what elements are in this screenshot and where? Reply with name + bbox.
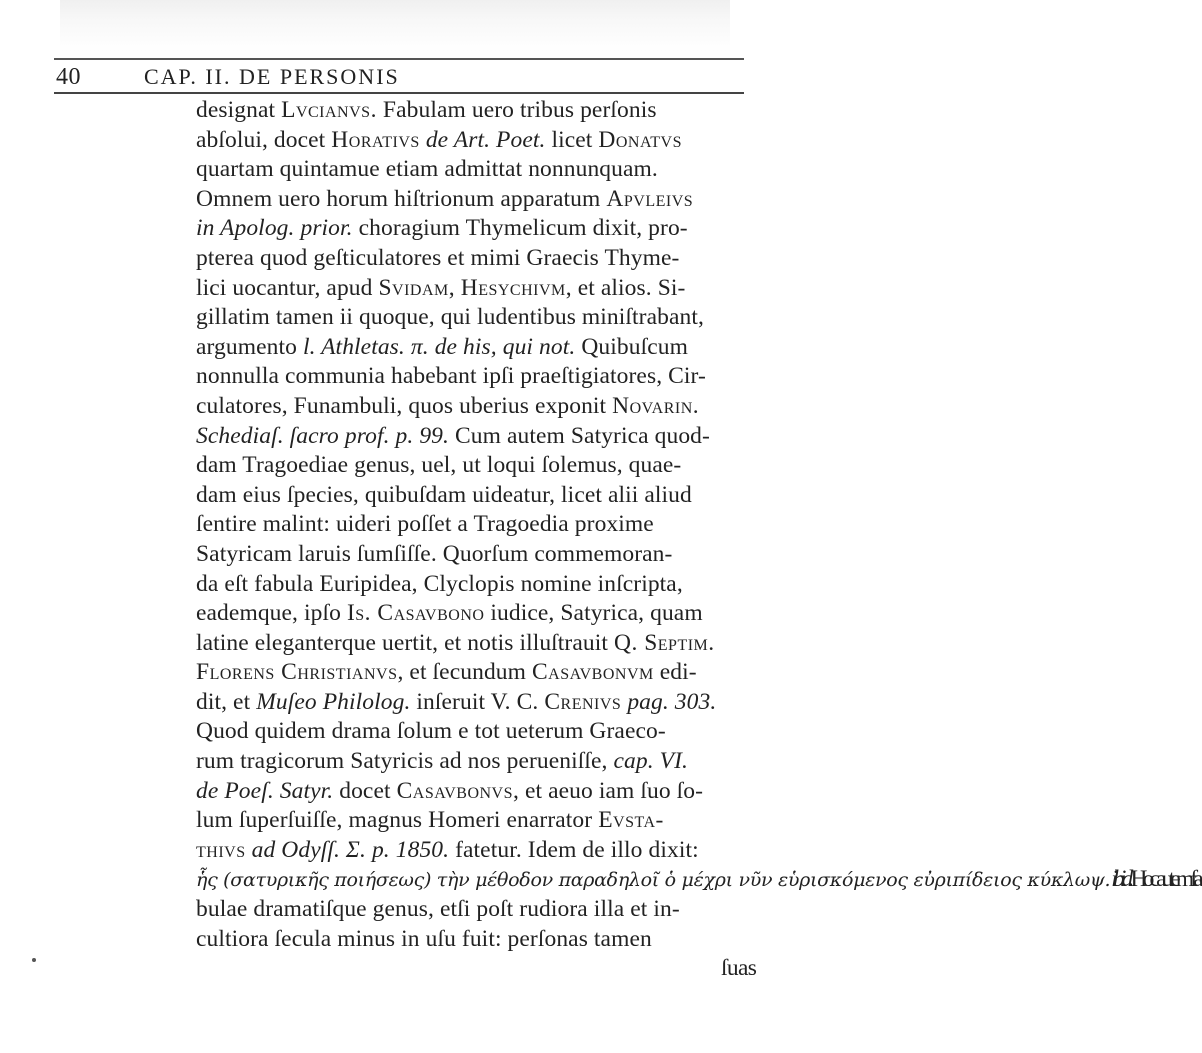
text-line <box>196 481 756 511</box>
author-name: Lvcianvs. <box>281 97 377 123</box>
text-segment: inſeruit V. C. <box>410 688 545 715</box>
text-line <box>196 303 756 333</box>
text-line <box>196 836 756 866</box>
text-segment: dit, et <box>196 688 257 715</box>
author-name: Casavbonvm <box>532 659 654 686</box>
citation: Schediaſ. ſacro prof. p. 99. <box>196 422 450 449</box>
author-name: Evsta- <box>598 807 664 834</box>
text-line <box>196 126 756 156</box>
text-segment: rum tragicorum Satyricis ad nos perueniſſe, <box>196 748 614 775</box>
text-line <box>196 510 756 540</box>
text-segment: lici uocantur, apud <box>196 274 379 301</box>
author-name: Casavbonvs <box>396 777 514 804</box>
text-line <box>196 274 756 304</box>
text-line <box>196 540 756 570</box>
text-segment: culatores, Funambuli, quos uberius exponit <box>196 392 613 419</box>
text-segment: licet <box>545 126 599 153</box>
text-segment: Hoc autem fa- <box>1129 866 1202 893</box>
text-segment: edi- <box>653 659 697 686</box>
text-line <box>196 185 756 215</box>
text-segment: iudice, Satyrica, quam <box>484 600 703 627</box>
text-line <box>196 688 756 718</box>
body-text <box>196 96 1202 984</box>
text-line <box>196 954 756 984</box>
text-segment: , <box>448 274 461 301</box>
greek-quotation: ἧς (σατυρικῆς ποιήσεως) τὴν μέθοδον παραδηλοῖ ὁ μέχρι νῦν εὑρισκόμενος εὐριπίδειος κύκλωψ. <box>196 869 1111 892</box>
citation: ibid. <box>1111 866 1130 893</box>
author-name: Crenivs <box>544 688 622 715</box>
text-line <box>196 333 756 363</box>
author-name: Apvleivs <box>606 185 694 212</box>
author-name: Novarin. <box>612 392 700 419</box>
author-name: Svidam <box>378 274 449 301</box>
citation: in Apolog. prior. <box>196 215 353 242</box>
text-line <box>196 362 756 392</box>
header-rule <box>54 92 744 94</box>
text-segment: ſuas <box>721 955 757 982</box>
text-line <box>196 658 756 688</box>
author-name: Hesychivm <box>460 274 566 301</box>
text-segment: designat <box>196 97 282 123</box>
text-line <box>196 244 756 274</box>
text-line <box>196 747 756 777</box>
text-line <box>196 392 756 422</box>
citation: l. Athletas. π. de his, qui not. <box>302 333 576 360</box>
text-segment: Omnem uero horum hiſtrionum apparatum <box>196 185 607 212</box>
text-segment: Quibuſcum <box>575 333 688 360</box>
text-segment: pterea quod geſticulatores et mimi Graecis Thyme- <box>196 244 680 271</box>
ink-speck <box>32 958 36 962</box>
text-line <box>196 422 756 452</box>
text-segment: dam Tragoediae genus, uel, ut loqui ſolemus, quae- <box>196 452 682 479</box>
text-segment: ſentire malint: uideri poſſet a Tragoedia proxime <box>196 511 654 538</box>
author-name: Donatvs <box>598 126 682 153</box>
top-rule <box>54 58 744 60</box>
text-line <box>196 214 756 244</box>
text-line <box>196 570 756 600</box>
citation: de Art. Poet. <box>425 126 546 153</box>
author-name: Is. Casavbono <box>346 600 485 627</box>
text-line <box>196 451 756 481</box>
text-line <box>196 599 756 629</box>
text-segment: docet <box>333 777 397 804</box>
citation: ad Odyſſ. Σ. p. 1850. <box>251 836 450 863</box>
text-line <box>196 925 756 955</box>
citation: pag. 303. <box>627 688 717 715</box>
running-head: CAP. II. DE PERSONIS <box>144 64 400 89</box>
text-segment: da eſt fabula Euripidea, Clyclopis nomine inſcripta, <box>196 570 683 597</box>
citation: Muſeo Philolog. <box>256 688 411 715</box>
text-segment: fatetur. Idem de illo dixit: <box>449 836 699 863</box>
text-segment: argumento <box>196 333 303 360</box>
author-name: Florens Christianvs <box>196 659 398 686</box>
text-line <box>196 777 756 807</box>
text-segment: quartam quintamue etiam admittat nonnunquam. <box>196 156 658 183</box>
text-line <box>196 806 756 836</box>
text-segment: Cum autem Satyrica quod- <box>449 422 710 449</box>
text-segment: choragium Thymelicum dixit, pro- <box>352 215 688 242</box>
citation: cap. VI. <box>613 748 689 775</box>
text-segment: Satyricam laruis ſumſiſſe. Quorſum commemoran- <box>196 540 673 567</box>
page-number: 40 <box>56 64 81 90</box>
previous-page-bleed <box>60 0 730 52</box>
text-segment: latine eleganterque uertit, et notis illuſtrauit <box>196 629 614 656</box>
text-segment: abſolui, docet <box>196 126 332 153</box>
text-line <box>196 629 756 659</box>
text-segment: gillatim tamen ii quoque, qui ludentibus miniſtrabant, <box>196 304 704 331</box>
author-name: Horativs <box>331 126 420 153</box>
text-segment: nonnulla communia habebant ipſi praeſtigiatores, Cir- <box>196 363 706 390</box>
text-line <box>196 155 756 185</box>
author-name: Q. Septim. <box>613 629 715 656</box>
text-segment: Fabulam uero tribus perſonis <box>376 97 657 123</box>
text-line <box>196 865 1202 895</box>
page-header <box>54 62 744 92</box>
author-name: thivs <box>196 836 246 863</box>
citation: de Poeſ. Satyr. <box>196 777 334 804</box>
text-segment: , et aeuo iam ſuo ſo- <box>513 777 704 804</box>
text-segment: , et ſecundum <box>397 659 532 686</box>
text-segment: eademque, ipſo <box>196 600 347 627</box>
text-segment: Quod quidem drama ſolum e tot ueterum Graeco- <box>196 718 666 745</box>
text-segment: cultiora ſecula minus in uſu fuit: perſonas tamen <box>196 925 652 952</box>
text-segment: lum ſuperſuiſſe, magnus Homeri enarrator <box>196 807 599 834</box>
text-line <box>196 717 756 747</box>
text-line <box>196 96 756 126</box>
text-segment: bulae dramatiſque genus, etſi poſt rudiora illa et in- <box>196 896 680 923</box>
text-segment: dam eius ſpecies, quibuſdam uideatur, licet alii aliud <box>196 481 692 508</box>
text-line <box>196 895 756 925</box>
text-segment: , et alios. Si- <box>565 274 686 301</box>
